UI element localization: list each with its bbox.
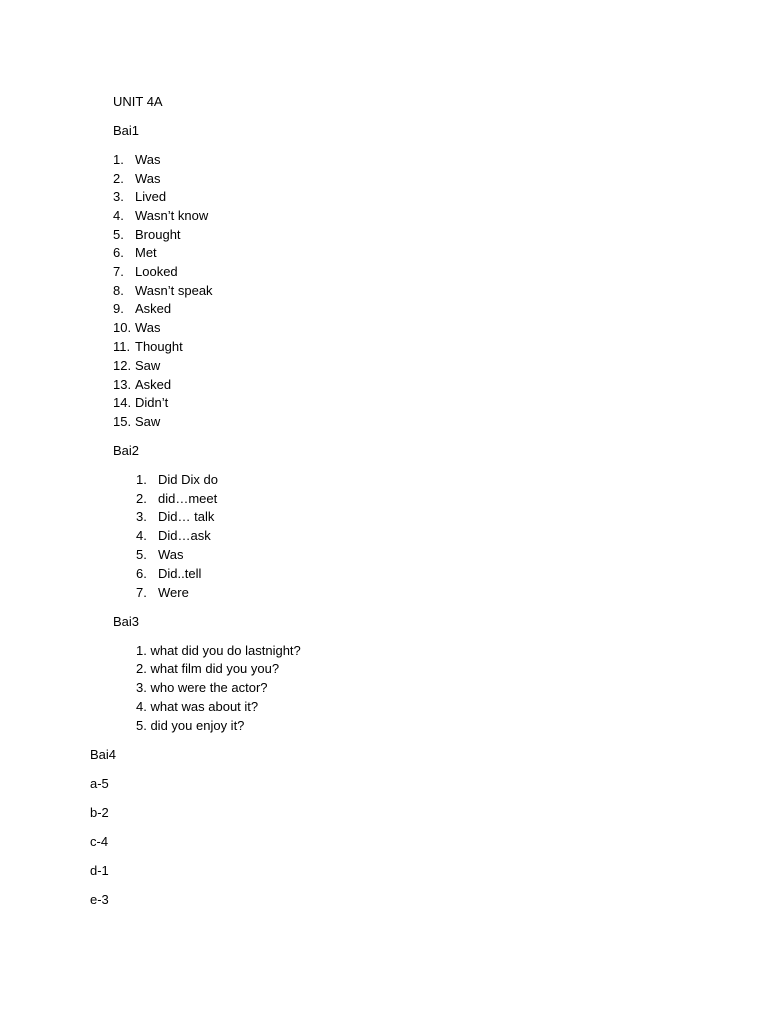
list-item-text: Asked: [135, 301, 172, 316]
list-item-text: Did…ask: [158, 528, 211, 543]
list-item-number: 11.: [113, 339, 131, 354]
list-item: [136, 547, 184, 563]
list-item: [113, 189, 166, 205]
list-item-number: 3.: [113, 189, 124, 204]
list-item: [113, 414, 160, 430]
list-item-text: Wasn’t know: [135, 208, 209, 223]
list-item-text: Lived: [135, 189, 167, 204]
list-item-number: 6.: [113, 245, 124, 260]
list-item: 1. what did you do lastnight?: [136, 643, 301, 658]
list-item-number: 4.: [136, 528, 147, 543]
list-item-text: Was: [158, 547, 184, 562]
list-item: [113, 264, 178, 280]
list-item: [136, 566, 201, 582]
bai2-heading: Bai2: [113, 443, 140, 458]
list-item-number: 8.: [113, 283, 124, 298]
list-item-text: Did Dix do: [158, 472, 218, 487]
list-item-text: Saw: [135, 414, 161, 429]
list-item: a-5: [90, 776, 109, 791]
list-item: [113, 245, 157, 261]
list-item-text: Were: [158, 585, 189, 600]
list-item-text: Wasn’t speak: [135, 283, 213, 298]
list-item: c-4: [90, 834, 109, 849]
list-item: 4. what was about it?: [136, 699, 259, 714]
list-item: [113, 227, 181, 243]
list-item: 5. did you enjoy it?: [136, 718, 245, 733]
list-item: [136, 472, 218, 488]
list-item: [136, 528, 211, 544]
list-item-number: 4.: [113, 208, 124, 223]
list-item: [136, 585, 189, 601]
list-item-number: 15.: [113, 414, 132, 429]
list-item-number: 9.: [113, 301, 124, 316]
list-item: [113, 152, 161, 168]
list-item-text: Looked: [135, 264, 178, 279]
list-item: e-3: [90, 892, 109, 907]
list-item-text: Brought: [135, 227, 181, 242]
list-item: [113, 377, 171, 393]
list-item-number: 1.: [113, 152, 124, 167]
list-item-number: 2.: [113, 171, 124, 186]
bai4-heading: Bai4: [90, 747, 117, 762]
list-item-number: 5.: [136, 547, 147, 562]
list-item: 3. who were the actor?: [136, 680, 268, 695]
list-item: [136, 509, 214, 525]
list-item-number: 13.: [113, 377, 132, 392]
list-item-number: 2.: [136, 491, 147, 506]
list-item: [113, 171, 161, 187]
list-item-number: 10.: [113, 320, 132, 335]
bai3-heading: Bai3: [113, 614, 140, 629]
list-item-text: Thought: [135, 339, 183, 354]
list-item-number: 1.: [136, 472, 147, 487]
list-item-text: Was: [135, 152, 161, 167]
list-item-number: 5.: [113, 227, 124, 242]
bai1-heading: Bai1: [113, 123, 140, 138]
list-item: [113, 320, 161, 336]
list-item-text: Was: [135, 171, 161, 186]
list-item: [113, 339, 183, 355]
list-item-text: Was: [135, 320, 161, 335]
list-item-text: Met: [135, 245, 157, 260]
list-item-number: 3.: [136, 509, 147, 524]
list-item: 2. what film did you you?: [136, 661, 280, 676]
list-item: [136, 491, 217, 507]
list-item-text: Saw: [135, 358, 161, 373]
document-title: UNIT 4A: [113, 94, 163, 109]
list-item-text: Didn’t: [135, 395, 169, 410]
list-item-number: 7.: [113, 264, 124, 279]
list-item-number: 14.: [113, 395, 132, 410]
list-item: [113, 301, 171, 317]
list-item-text: Did..tell: [158, 566, 202, 581]
list-item: b-2: [90, 805, 109, 820]
list-item: d-1: [90, 863, 109, 878]
list-item-text: did…meet: [158, 491, 218, 506]
list-item-text: Did… talk: [158, 509, 215, 524]
list-item: [113, 358, 160, 374]
list-item-number: 12.: [113, 358, 132, 373]
list-item-number: 7.: [136, 585, 147, 600]
list-item: [113, 283, 213, 299]
list-item: [113, 208, 208, 224]
list-item-text: Asked: [135, 377, 172, 392]
list-item-number: 6.: [136, 566, 147, 581]
list-item: [113, 395, 168, 411]
